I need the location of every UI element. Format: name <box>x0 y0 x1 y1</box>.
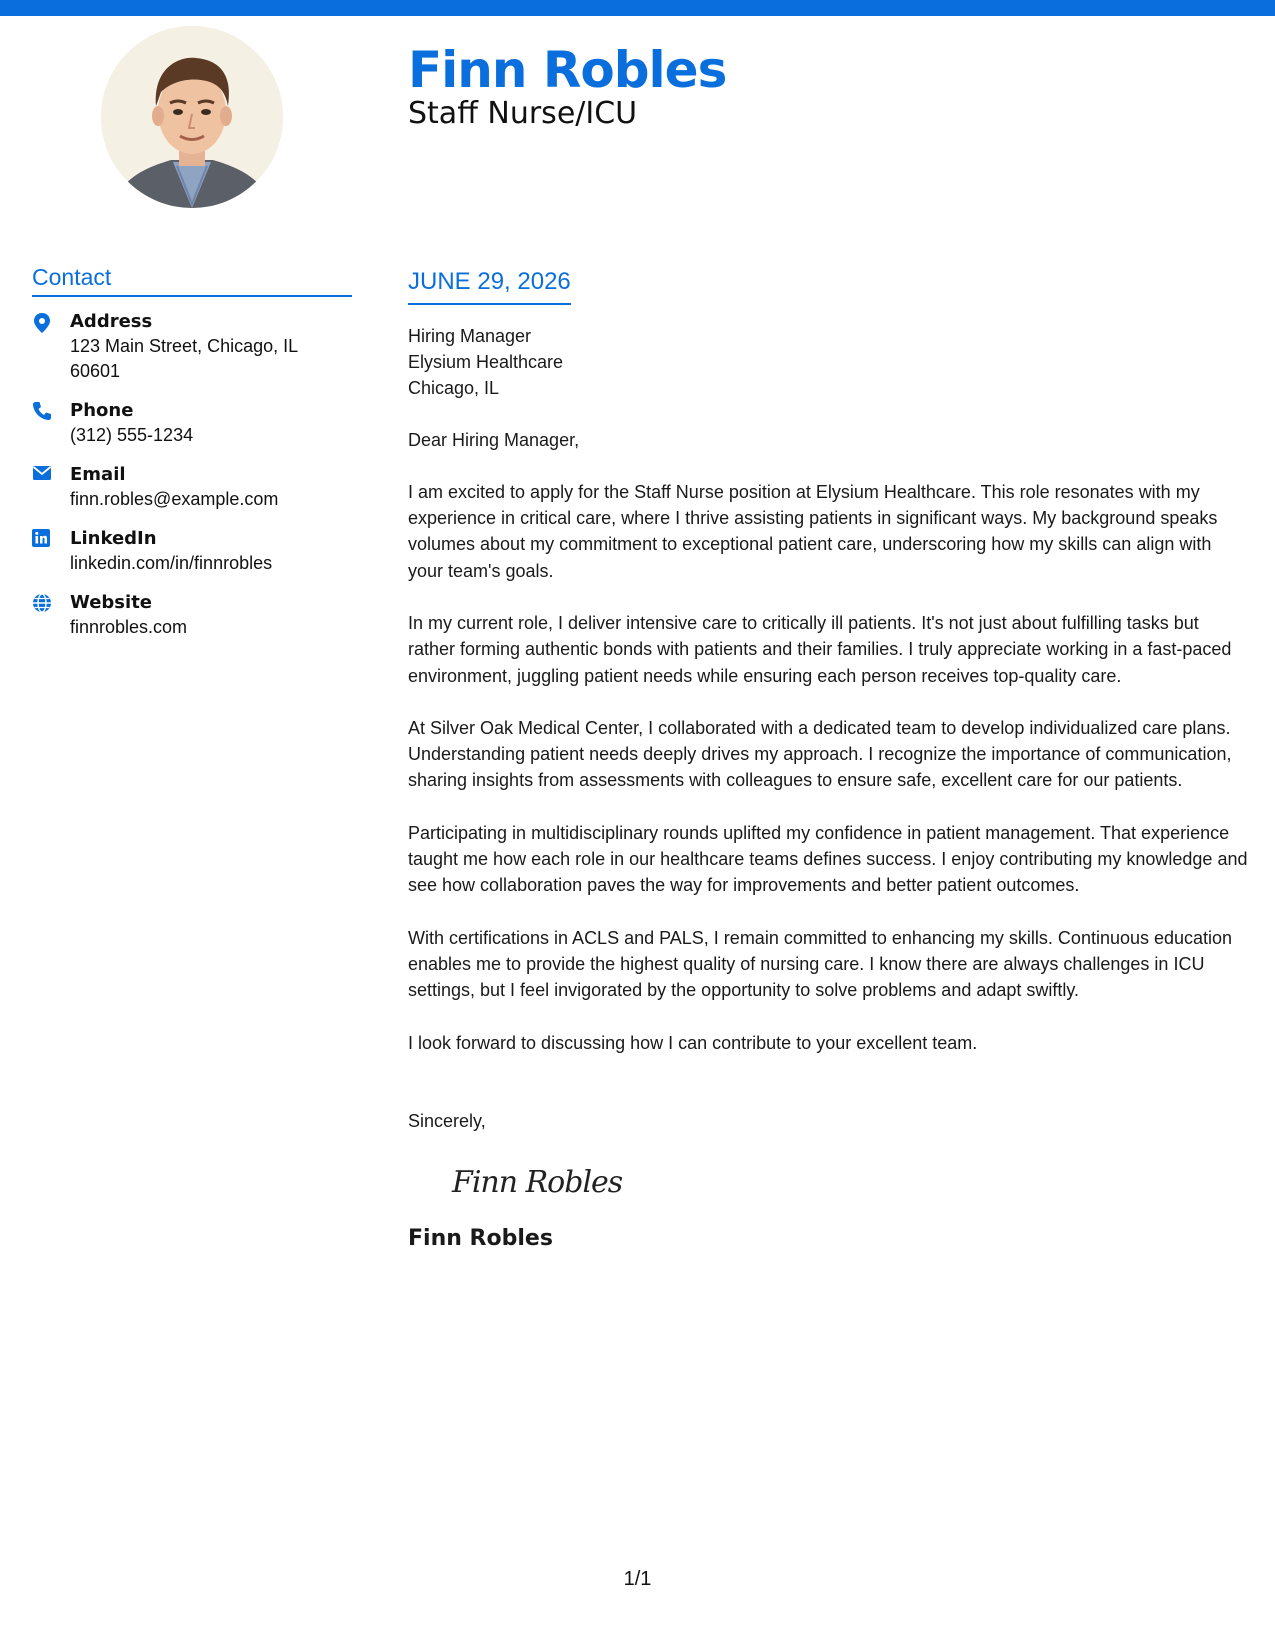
letter-paragraph: I look forward to discussing how I can contribute to your excellent team. <box>408 1032 978 1053</box>
contact-heading: Contact <box>32 264 352 297</box>
letter-paragraph: With certifications in ACLS and PALS, I remain committed to enhancing my skills. Continuous education enables me to provide the highest quality of nursing care. I know there are always challenges in ICU settings, but I feel invigorated by the opportunity to solve problems and adapt swiftly. <box>408 927 1233 1001</box>
applicant-name: Finn Robles <box>408 41 727 99</box>
letter-body <box>408 268 1248 1254</box>
letter-paragraph: In my current role, I deliver intensive care to critically ill patients. It's not just about fulfilling tasks but rather forming authentic bonds with patients and their families. I truly appreciate working in a fast-paced environment, juggling patient needs while ensuring each person receives top-quality care. <box>408 612 1232 686</box>
contact-label: Email <box>70 463 126 485</box>
contact-value: (312) 555-1234 <box>70 424 194 445</box>
contact-value: finnrobles.com <box>70 616 188 637</box>
recipient-line: Elysium Healthcare <box>408 351 564 372</box>
letter-header <box>408 40 1228 132</box>
salutation: Dear Hiring Manager, <box>408 429 580 450</box>
contact-value: finn.robles@example.com <box>70 488 279 509</box>
recipient-line: Hiring Manager <box>408 325 532 346</box>
letter-paragraph: Participating in multidisciplinary rounds uplifted my confidence in patient management. That experience taught me how each role in our healthcare teams defines success. I enjoy contributing my knowledge and see how collaboration paves the way for improvements and better patient outcomes. <box>408 822 1248 896</box>
linkedin-icon <box>32 529 50 547</box>
profile-photo <box>101 26 283 208</box>
recipient-line: Chicago, IL <box>408 377 500 398</box>
contact-label: Website <box>70 591 153 613</box>
location-pin-icon <box>32 312 52 334</box>
contact-label: LinkedIn <box>70 527 157 549</box>
contact-value: linkedin.com/in/finnrobles <box>70 552 273 573</box>
contact-phone <box>32 398 352 448</box>
page-number: 1/1 <box>623 1568 652 1590</box>
letter-paragraph: I am excited to apply for the Staff Nurse position at Elysium Healthcare. This role resonates with my experience in critical care, where I thrive assisting patients in significant ways. My background speaks volumes about my commitment to exceptional patient care, underscoring how my skills can align with your team's goals. <box>408 481 1218 581</box>
phone-icon <box>32 401 52 421</box>
top-accent-bar <box>0 0 1275 16</box>
contact-label: Phone <box>70 399 134 421</box>
signature-text: Finn Robles <box>452 1164 623 1200</box>
contact-linkedin <box>32 526 352 576</box>
contact-value: 60601 <box>70 360 121 381</box>
contact-sidebar <box>32 264 352 654</box>
letter-date: JUNE 29, 2026 <box>408 268 571 305</box>
recipient-block <box>408 323 1248 401</box>
contact-value: 123 Main Street, Chicago, IL <box>70 335 299 356</box>
job-title: Staff Nurse/ICU <box>408 96 638 131</box>
globe-icon <box>32 593 52 613</box>
signed-name: Finn Robles <box>408 1225 553 1251</box>
closing: Sincerely, <box>408 1110 486 1131</box>
contact-list <box>32 309 352 640</box>
contact-website <box>32 590 352 640</box>
contact-email <box>32 462 352 512</box>
contact-label: Address <box>70 310 153 332</box>
contact-address <box>32 309 352 384</box>
handwritten-signature <box>448 1152 1248 1212</box>
email-icon <box>32 465 52 481</box>
letter-paragraph: At Silver Oak Medical Center, I collaborated with a dedicated team to develop individualized care plans. Understanding patient needs deeply drives my approach. I recognize the importance of communication, sharing insights from assessments with colleagues to ensure safe, excellent care for our patients. <box>408 717 1232 791</box>
